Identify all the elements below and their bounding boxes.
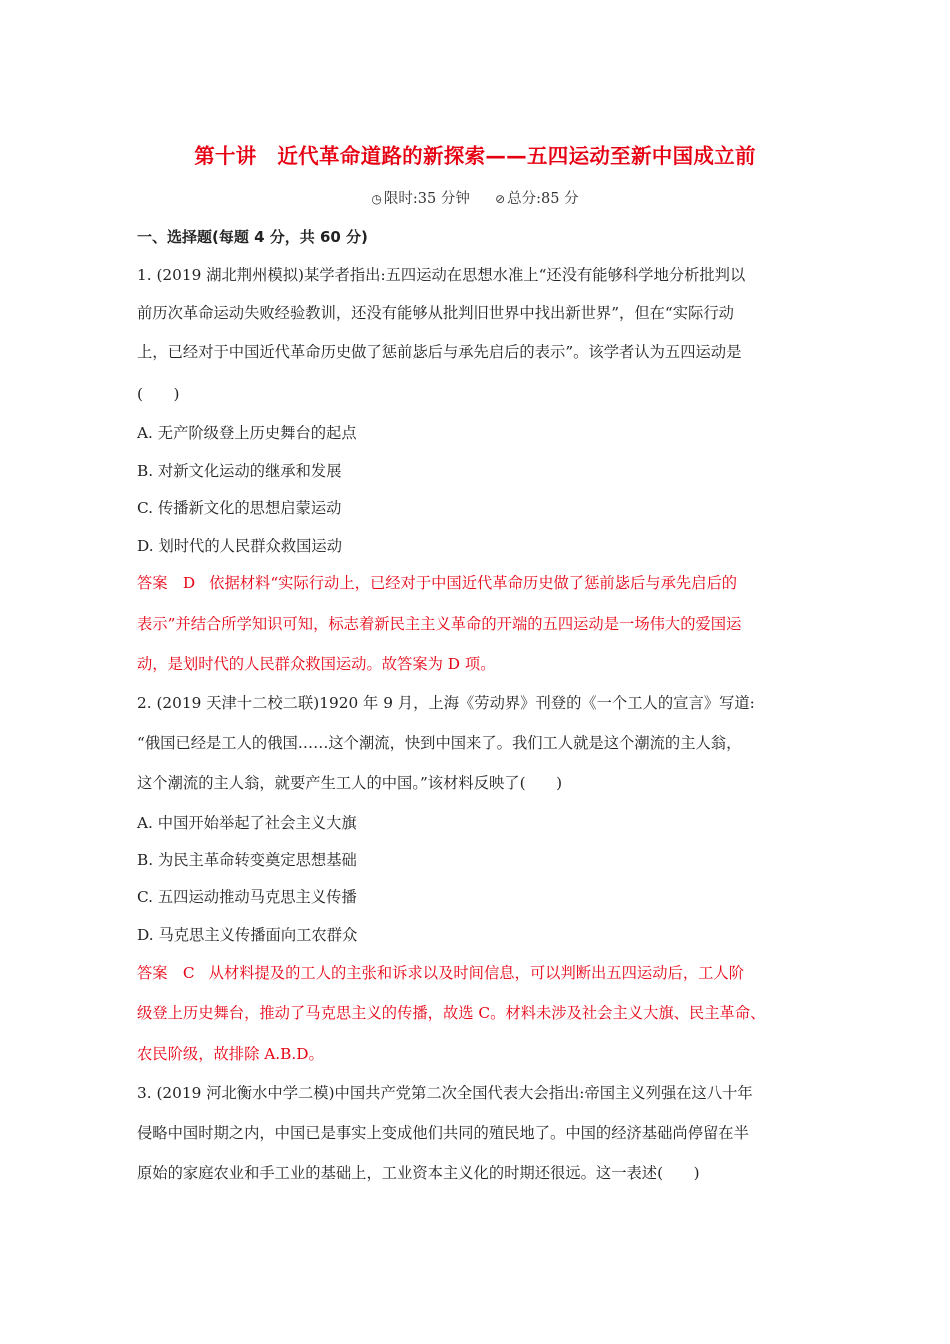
- section-heading: 一、选择题(每题 4 分，共 60 分): [137, 228, 368, 246]
- question-1-option-a: A. 无产阶级登上历史舞台的起点: [137, 424, 357, 442]
- answer-label: 答案 C: [137, 964, 195, 982]
- answer-text: 从材料提及的工人的主张和诉求以及时间信息，可以判断出五四运动后，工人阶: [208, 964, 745, 982]
- question-2-line: 这个潮流的主人翁，就要产生工人的中国。”该材料反映了( ): [137, 774, 563, 792]
- question-2-answer: [137, 962, 744, 984]
- question-2-answer-line: 农民阶级，故排除 A.B.D。: [137, 1045, 324, 1063]
- question-1-line: 前历次革命运动失败经验教训，还没有能够从批判旧世界中找出新世界”，但在“实际行动: [137, 304, 734, 322]
- question-1-line: 上，已经对于中国近代革命历史做了惩前毖后与承先启后的表示”。该学者认为五四运动是: [137, 343, 742, 361]
- question-2-line: 2. (2019 天津十二校二联)1920 年 9 月，上海《劳动界》刊登的《一个工人的宣言》写道:: [137, 694, 755, 712]
- answer-label: 答案 D: [137, 574, 196, 592]
- question-3-line: 侵略中国时期之内，中国已是事实上变成他们共同的殖民地了。中国的经济基础尚停留在半: [137, 1124, 749, 1142]
- question-1-option-d: D. 划时代的人民群众救国运动: [137, 537, 343, 555]
- page-title: 第十讲 近代革命道路的新探索——五四运动至新中国成立前: [194, 144, 756, 168]
- time-limit: 限时:35 分钟: [383, 191, 470, 207]
- question-1-answer-line: 动，是划时代的人民群众救国运动。故答案为 D 项。: [137, 655, 496, 673]
- question-2-option-d: D. 马克思主义传播面向工农群众: [137, 926, 358, 944]
- total-score: 总分:85 分: [507, 191, 579, 207]
- question-1-answer: [137, 572, 737, 594]
- question-3-line: 原始的家庭农业和手工业的基础上，工业资本主义化的时期还很远。这一表述( ): [137, 1164, 700, 1182]
- question-2-line: “俄国已经是工人的俄国……这个潮流，快到中国来了。我们工人就是这个潮流的主人翁，: [137, 734, 742, 752]
- question-2-answer-line: 级登上历史舞台，推动了马克思主义的传播，故选 C。材料未涉及社会主义大旗、民主革命、: [137, 1004, 766, 1022]
- question-1-line: 1. (2019 湖北荆州模拟)某学者指出:五四运动在思想水准上“还没有能够科学地分析批判以: [137, 266, 746, 284]
- question-2-option-a: A. 中国开始举起了社会主义大旗: [137, 814, 357, 832]
- question-2-option-c: C. 五四运动推动马克思主义传播: [137, 888, 357, 906]
- question-1-option-c: C. 传播新文化的思想启蒙运动: [137, 499, 342, 517]
- answer-text: 依据材料“实际行动上，已经对于中国近代革命历史做了惩前毖后与承先启后的: [209, 574, 738, 592]
- question-2-option-b: B. 为民主革命转变奠定思想基础: [137, 851, 357, 869]
- question-1-line: ( ): [137, 385, 180, 403]
- exam-meta: [0, 187, 950, 208]
- check-circle-icon: ⊘: [495, 192, 506, 206]
- question-3-line: 3. (2019 河北衡水中学二模)中国共产党第二次全国代表大会指出:帝国主义列强在这八十年: [137, 1084, 753, 1102]
- clock-icon: ◷: [371, 192, 382, 206]
- question-1-answer-line: 表示”并结合所学知识可知，标志着新民主主义革命的开端的五四运动是一场伟大的爱国运: [137, 615, 742, 633]
- question-1-option-b: B. 对新文化运动的继承和发展: [137, 462, 342, 480]
